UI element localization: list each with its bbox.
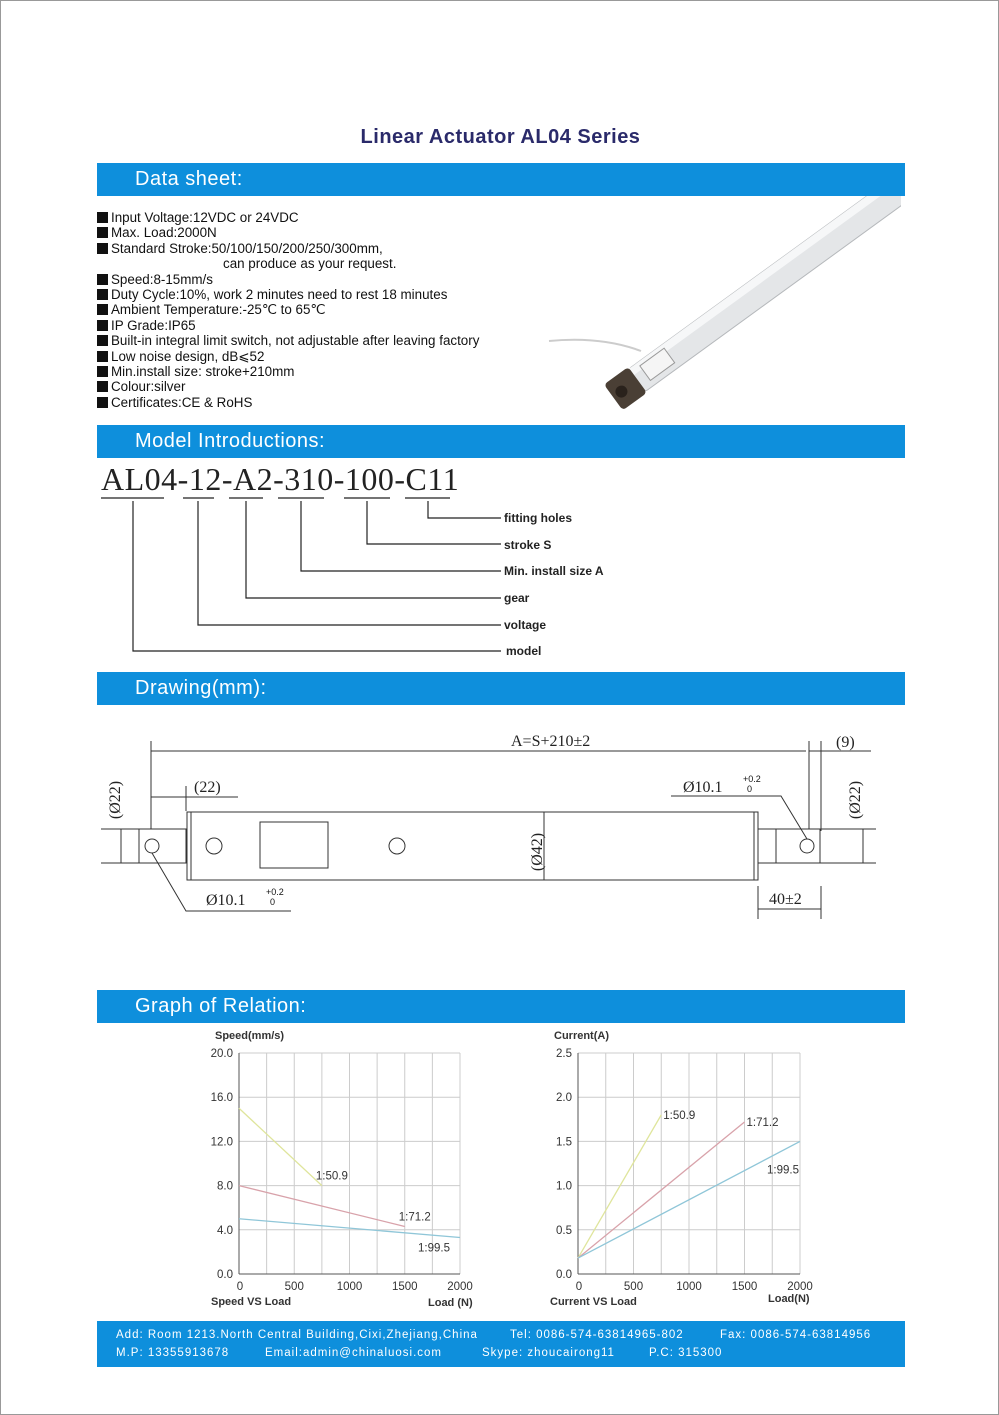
spec-item: Duty Cycle:10%, work 2 minutes need to rest 18 minutes	[97, 287, 479, 302]
x-tick-label: 0	[575, 1281, 583, 1293]
spec-item: Built-in integral limit switch, not adjustable after leaving factory	[97, 333, 479, 348]
spec-item: Colour:silver	[97, 379, 479, 394]
y-axis-label: Speed(mm/s)	[215, 1030, 285, 1042]
model-label-fitting-holes: fitting holes	[504, 511, 572, 525]
dim-hole-left: Ø10.1	[206, 892, 246, 909]
spec-note: can produce as your request.	[223, 256, 397, 272]
section-title: Drawing(mm):	[135, 677, 267, 699]
footer-contact	[97, 1321, 905, 1367]
y-tick-label: 2.0	[556, 1092, 572, 1105]
series-label: 1:50.9	[663, 1109, 696, 1122]
x-tick-label: 2000	[787, 1281, 813, 1293]
x-tick-label: 1500	[391, 1281, 418, 1293]
series-label: 1:71.2	[398, 1211, 431, 1224]
model-label-voltage: voltage	[504, 618, 547, 632]
spec-item: Input Voltage:12VDC or 24VDC	[97, 210, 479, 225]
dim-end-gap: (9)	[836, 734, 855, 751]
model-label-model: model	[506, 644, 542, 658]
x-tick-label: 500	[284, 1281, 304, 1293]
footer-fax: Fax: 0086-574-63814956	[720, 1329, 872, 1341]
dim-right-diameter: (Ø22)	[847, 780, 865, 820]
dim-overall-length: A=S+210±2	[511, 733, 591, 750]
footer-skype: Skype: zhoucairong11	[482, 1347, 615, 1359]
section-header-data-sheet	[97, 163, 905, 196]
model-code: AL04-12-A2-310-100-C11	[101, 461, 460, 497]
y-tick-label: 20.0	[210, 1048, 233, 1060]
spec-item: Standard Stroke:50/100/150/200/250/300mm,	[97, 241, 479, 256]
spec-item: IP Grade:IP65	[97, 318, 479, 333]
spec-item: Speed:8-15mm/s	[97, 272, 479, 287]
x-tick-label: 1500	[731, 1281, 758, 1293]
x-tick-label: 2000	[447, 1281, 473, 1293]
model-label-min-install: Min. install size A	[504, 564, 604, 578]
series-label: 1:99.5	[418, 1242, 450, 1255]
spec-item: Min.install size: stroke+210mm	[97, 364, 479, 379]
y-tick-label: 0.5	[556, 1224, 572, 1237]
section-title: Data sheet:	[135, 168, 243, 190]
page-title: Linear Actuator AL04 Series	[360, 126, 641, 148]
series-label: 1:71.2	[746, 1116, 779, 1129]
section-header-model-intro	[97, 425, 905, 458]
x-tick-label: 1000	[676, 1281, 702, 1293]
y-tick-label: 1.0	[556, 1180, 572, 1193]
dim-hole-right: Ø10.1	[683, 779, 723, 796]
footer-mobile: M.P: 13355913678	[116, 1347, 230, 1359]
series-line	[239, 1108, 322, 1185]
x-axis-label: Load (N)	[428, 1297, 473, 1309]
relation-charts	[1, 1021, 999, 1316]
y-tick-label: 0.0	[556, 1269, 572, 1281]
section-header-graph	[97, 990, 905, 1023]
x-axis-label: Load(N)	[768, 1293, 810, 1305]
spec-item: Max. Load:2000N	[97, 225, 479, 240]
footer-postcode: P.C: 315300	[649, 1347, 723, 1359]
y-tick-label: 4.0	[217, 1224, 233, 1237]
series-label: 1:50.9	[315, 1170, 348, 1183]
y-tick-label: 1.5	[556, 1136, 572, 1149]
chart-title: Speed VS Load	[211, 1296, 292, 1308]
chart-title: Current VS Load	[550, 1296, 637, 1308]
dim-hole-right-tolerance: +0.2 0	[743, 774, 761, 794]
section-title: Graph of Relation:	[135, 995, 307, 1017]
x-tick-label: 0	[236, 1281, 244, 1293]
spec-list	[97, 210, 479, 410]
actuator-photo	[541, 196, 901, 421]
x-tick-label: 500	[623, 1281, 644, 1293]
dim-left-offset: (22)	[194, 779, 221, 796]
y-tick-label: 12.0	[210, 1136, 233, 1149]
footer-tel: Tel: 0086-574-63814965-802	[510, 1329, 684, 1341]
model-label-gear: gear	[504, 591, 530, 605]
y-axis-label: Current(A)	[554, 1030, 609, 1042]
section-title: Model Introductions:	[135, 430, 326, 452]
y-tick-label: 2.5	[556, 1048, 572, 1060]
dim-body-diameter: (Ø42)	[529, 832, 547, 872]
dim-hole-left-tolerance: +0.2 0	[266, 887, 284, 907]
model-leader-lines	[1, 491, 999, 666]
series-label: 1:99.5	[767, 1164, 799, 1177]
spec-item: Certificates:CE & RoHS	[97, 395, 479, 410]
y-tick-label: 0.0	[217, 1269, 233, 1281]
dim-rod-length: 40±2	[769, 891, 802, 908]
x-tick-label: 1000	[336, 1281, 363, 1293]
model-label-stroke: stroke S	[504, 538, 552, 552]
spec-item: Ambient Temperature:-25℃ to 65℃	[97, 302, 479, 317]
footer-email: Email:admin@chinaluosi.com	[265, 1347, 443, 1359]
dim-left-diameter: (Ø22)	[107, 780, 125, 820]
y-tick-label: 16.0	[210, 1092, 233, 1105]
spec-item: Low noise design, dB⩽52	[97, 349, 479, 364]
footer-address: Add: Room 1213.North Central Building,Cixi,Zhejiang,China	[116, 1329, 478, 1341]
y-tick-label: 8.0	[217, 1180, 233, 1193]
